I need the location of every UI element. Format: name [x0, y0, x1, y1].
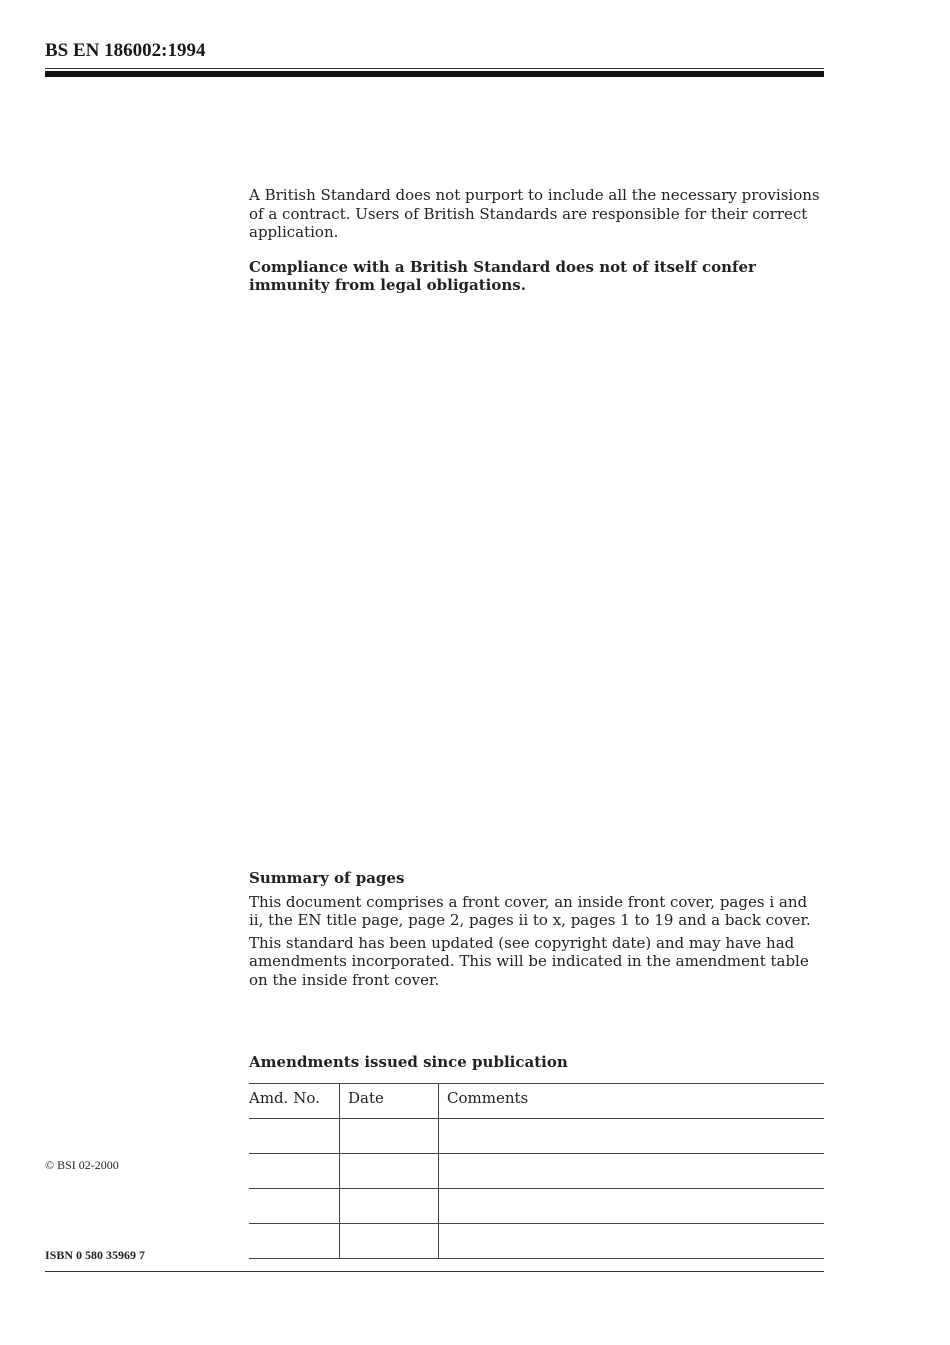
- table-cell: [439, 1154, 825, 1189]
- table-header-row: [249, 1084, 824, 1119]
- table-cell: [249, 1189, 340, 1224]
- table-row: [249, 1119, 824, 1154]
- summary-heading: Summary of pages: [249, 869, 405, 887]
- page-title: BS EN 186002:1994: [45, 40, 206, 61]
- column-header-comments: Comments: [439, 1084, 825, 1119]
- summary-section: [249, 869, 824, 993]
- table-cell: [340, 1154, 439, 1189]
- column-header-date: Date: [340, 1084, 439, 1119]
- table-row: [249, 1154, 824, 1189]
- footer-rule: [45, 1271, 824, 1272]
- table-cell: [439, 1119, 825, 1154]
- table-cell: [439, 1189, 825, 1224]
- table-cell: [340, 1224, 439, 1259]
- table-row: [249, 1224, 824, 1259]
- amendments-title: Amendments issued since publication: [249, 1053, 568, 1071]
- table-cell: [249, 1154, 340, 1189]
- column-header-amd-no: Amd. No.: [249, 1084, 340, 1119]
- notice-section: [249, 186, 824, 311]
- table-row: [249, 1189, 824, 1224]
- compliance-statement: Compliance with a British Standard does not of itself confer immunity from legal obligations.: [249, 257, 756, 294]
- summary-paragraph-1: This document comprises a front cover, an inside front cover, pages i and ii, the EN title page, page 2, pages ii to x, pages 1 to 19 and a back cover.: [249, 892, 811, 929]
- table-cell: [340, 1119, 439, 1154]
- copyright-notice: © BSI 02-2000: [45, 1158, 119, 1172]
- amendments-table: [249, 1083, 824, 1259]
- table-cell: [249, 1119, 340, 1154]
- table-cell: [439, 1224, 825, 1259]
- table-cell: [249, 1224, 340, 1259]
- isbn-number: ISBN 0 580 35969 7: [45, 1248, 146, 1262]
- summary-paragraph-2: This standard has been updated (see copyright date) and may have had amendments incorporated. This will be indicated in the amendment table on the inside front cover.: [249, 933, 809, 989]
- header-rule-thick: [45, 71, 824, 77]
- header-rule-thin: [45, 68, 824, 69]
- table-cell: [340, 1189, 439, 1224]
- notice-paragraph: A British Standard does not purport to include all the necessary provisions of a contract. Users of British Standards are responsible for their correct application.: [249, 186, 820, 241]
